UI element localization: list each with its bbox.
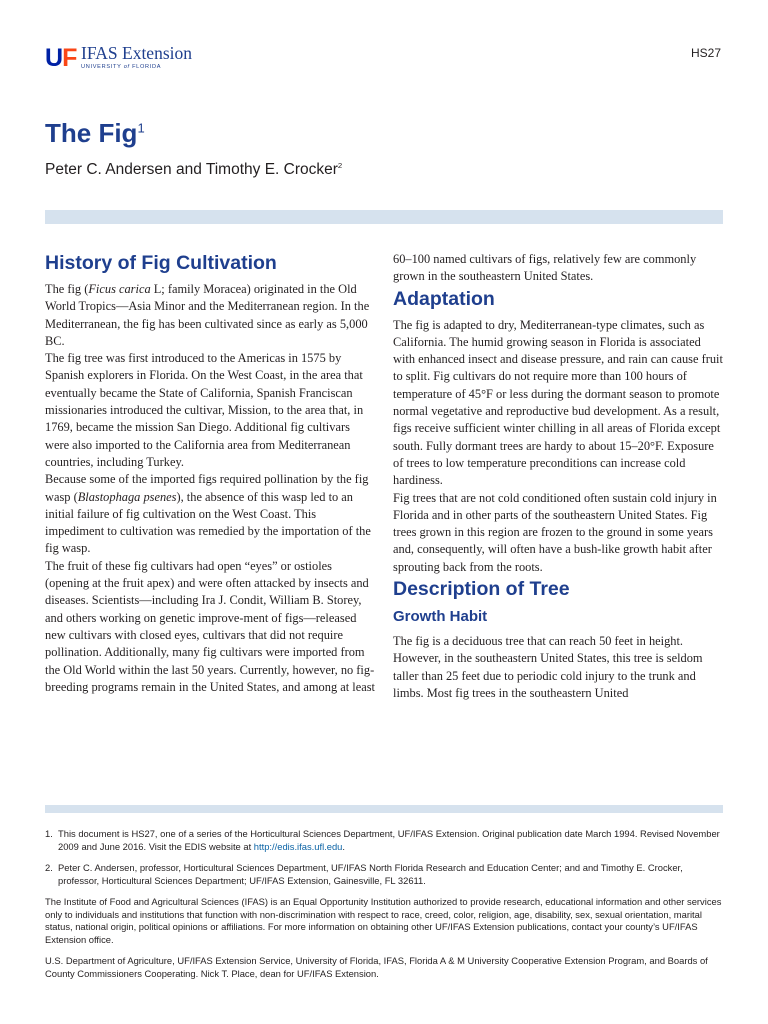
left-column [45,250,377,696]
authors-footnote-mark: 2 [337,160,343,170]
publication-number: HS27 [690,46,721,60]
adaptation-paragraph-2: Fig trees that are not cold conditioned often sustain cold injury in Florida and in other parts of the southeastern United States. Fig trees grown in this region are frozen to the ground in some years and, consequently, will often have a bush-like growth habit after sprouting back from the roots. [393,490,717,574]
history-paragraph-4: The fruit of these fig cultivars had open “eyes” or ostioles (opening at the fruit apex) and were often attacked by insects and diseases. Scientists—including Ira J. Condit, William B. Storey, and others working on genetic improve-ment of figs—released new cultivars with closed eyes, cultivars that did not require pollination. Additionally, many fig cultivars were imported from the Old World within the last 50 years. Currently, however, no fig-breeding programs remain in the United States, and among at least [45,558,375,694]
right-column [393,251,725,702]
history-paragraph-2: The fig tree was first introduced to the Americas in 1575 by Spanish explorers in Florida. On the West Coast, in the area that eventually became the State of California, Spanish Franciscan missionaries introduced the cultivar, Mission, to the area that, in 1769, became the mission San Diego. Additional fig cultivars were also imported to the California area from Mediterranean countries, including Turkey. [45,351,364,469]
equal-opportunity-statement: The Institute of Food and Agricultural Sciences (IFAS) is an Equal Opportunity Institution authorized to provide research, educational information and other services only to individuals and institutions that function with non-discrimination with respect to race, creed, color, religion, age, disability, sex, sexual orientation, marital status, national origin, political opinions or affiliations. For more information on obtaining other UF/IFAS Extension publications, contact your county’s UF/IFAS Extension office. [45,896,722,945]
footnotes [45,828,725,980]
logo-title: IFAS Extension [81,43,192,63]
history-paragraph-3: Because some of the imported figs required pollination by the fig wasp (Blastophaga psenes), the absence of this wasp led to an initial failure of fig cultivation on the West Coast. This impediment to cultivation was remedied by the importation of the fig wasp. [45,472,371,556]
adaptation-heading: Adaptation [393,287,495,310]
growth-habit-paragraph-1: The fig is a deciduous tree that can reach 50 feet in height. However, in the southeastern United States, this tree is seldom taller than 25 feet due to periodic cold injury to the trunk and limbs. Most fig trees in the southeastern United [393,634,703,700]
logo-subtitle: UNIVERSITY of FLORIDA [81,64,162,70]
history-paragraph-1: The fig (Ficus carica L; family Moracea) originated in the Old World Tropics—Asia Minor and the Mediterranean region. In the Mediterranean, the fig has been cultivated since as early as 5,000 BC. [45,282,370,348]
history-heading: History of Fig Cultivation [45,252,277,274]
adaptation-paragraph-1: The fig is adapted to dry, Mediterranean-type climates, such as California. The humid growing season in Florida is associated with enhanced insect and disease pressure, and rain can cause fruit to split. Fig cultivars do not require more than 100 hours of temperature of 45°F or less during the dormant season to promote normal vegetative and reproductive bud development. As a result, figs receive sufficient winter chilling in all areas of Florida except south. Fully dormant trees are hardy to about 15–20°F. Exposure of trees to low temperature preconditions can increase cold hardiness. [393,317,723,488]
footnote-1: 1. This document is HS27, one of a series of the Horticultural Sciences Department, UF/IFAS Extension. Original publication date March 1994. Revised November 2009 and June 2016. Visit the EDIS website at http://edis.ifas.ufl.edu. [45,828,720,852]
footnote-divider [45,805,723,813]
cooperation-statement: U.S. Department of Agriculture, UF/IFAS Extension Service, University of Florida, IFAS, Florida A & M University Cooperative Extension Program, and Boards of County Commissioners Cooperating. Nick T. Place, dean for UF/IFAS Extension. [45,955,708,979]
header-divider [45,210,723,224]
edis-website-link[interactable]: http://edis.ifas.ufl.edu [253,840,343,852]
footnote-2: 2. Peter C. Andersen, professor, Horticultural Sciences Department, UF/IFAS North Florida Research and Education Center; and and Timothy E. Crocker, professor, Horticultural Sciences Department; UF/IFAS Extension, Gainesville, FL 32611. [45,862,683,886]
page-title: The Fig$^1$ [45,118,145,148]
uf-logo-mark: UF [45,44,77,72]
authors: Peter C. Andersen and Timothy E. Crocker$^2$ [45,160,343,178]
growth-habit-heading: Growth Habit [393,608,488,626]
description-heading: Description of Tree [393,578,570,601]
history-paragraph-continued: 60–100 named cultivars of figs, relatively few are commonly grown in the southeastern United States. [393,252,697,284]
title-footnote-mark: 1 [137,120,145,136]
